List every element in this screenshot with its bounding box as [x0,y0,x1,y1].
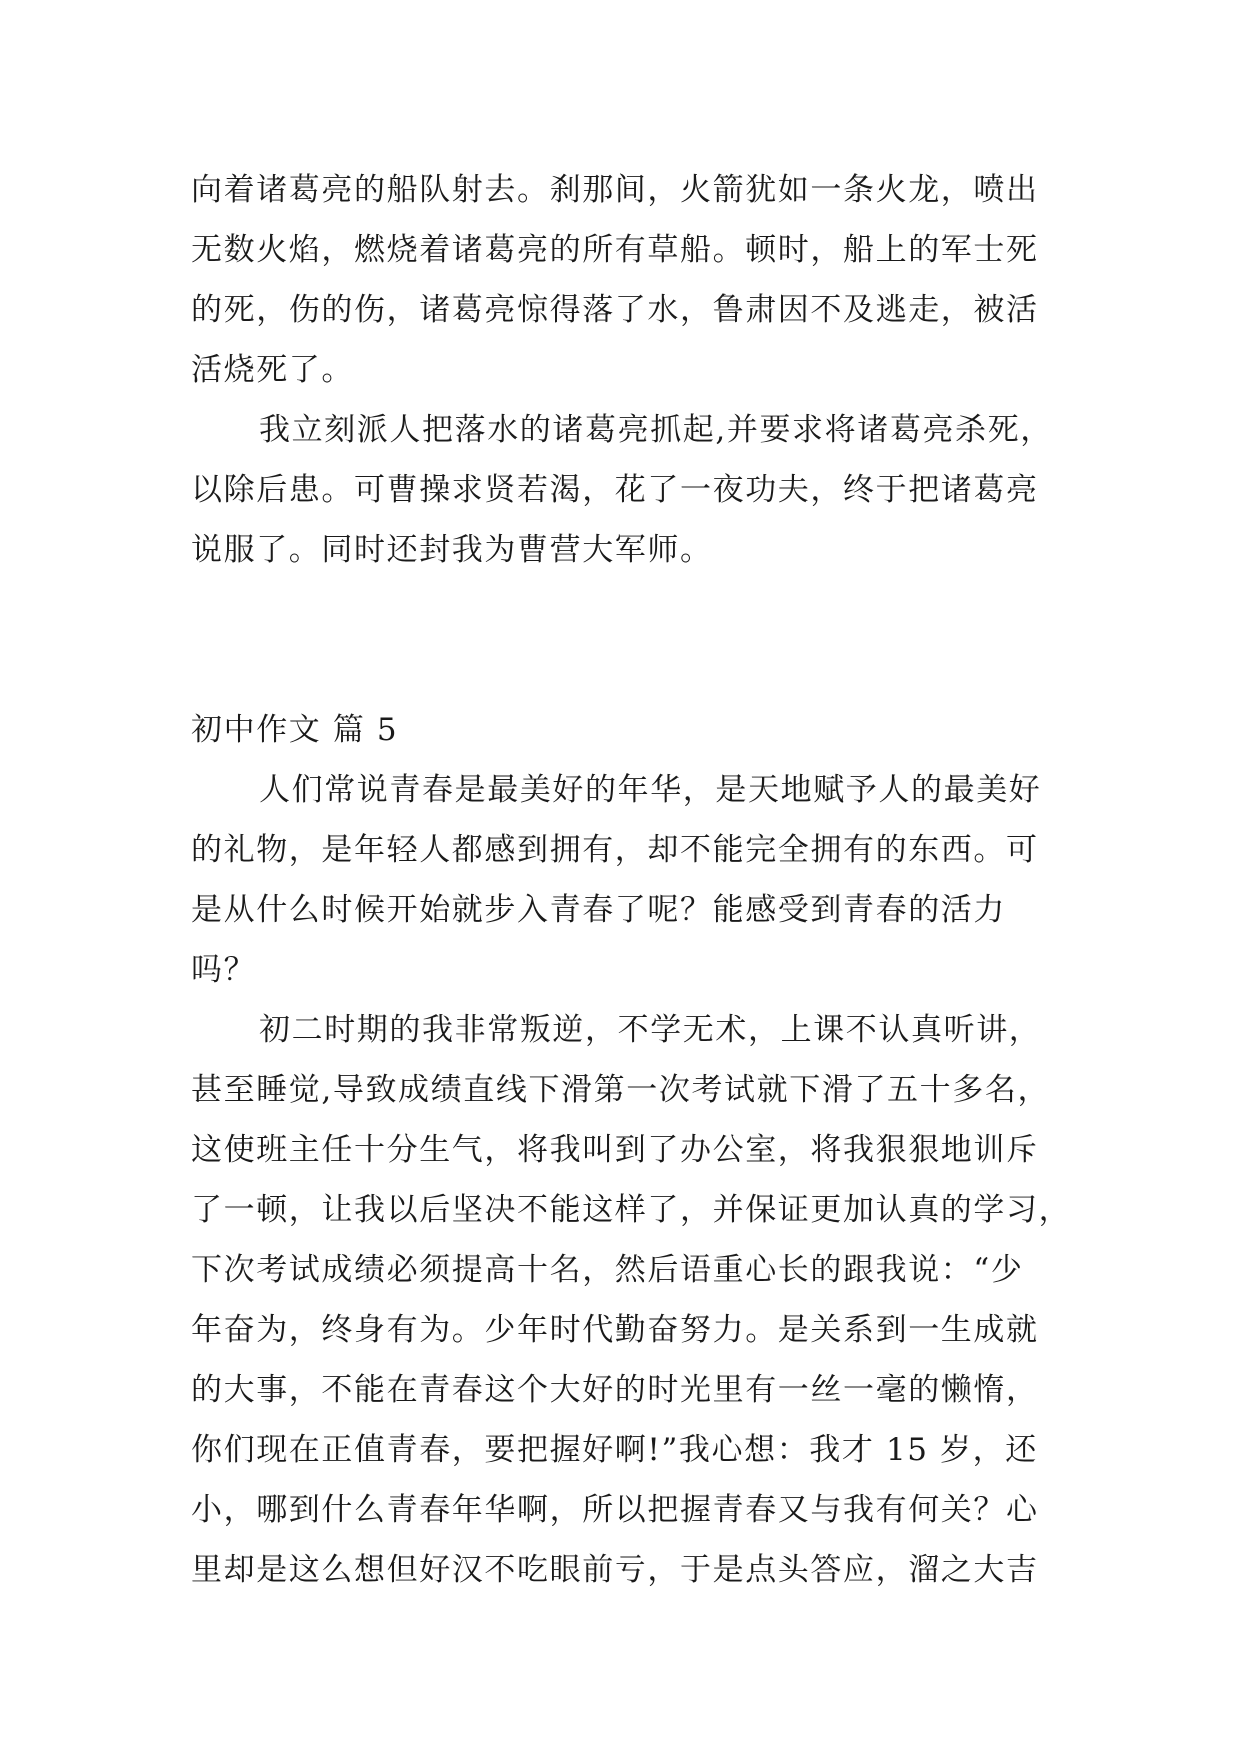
text-line: 的礼物，是年轻人都感到拥有，却不能完全拥有的东西。可 [191,832,1039,868]
paragraph [191,160,1051,400]
text-line: 吗？ [191,952,257,988]
text-line: 活烧死了。 [191,352,354,388]
text-line: 了一顿，让我以后坚决不能这样了，并保证更加认真的学习， [191,1192,1072,1228]
paragraph [191,760,1051,1000]
text-line: 人们常说青春是最美好的年华，是天地赋予人的最美好 [259,772,1042,808]
text-line: 以除后患。可曹操求贤若渴，花了一夜功夫，终于把诸葛亮 [191,472,1039,508]
text-line: 里却是这么想但好汉不吃眼前亏，于是点头答应，溜之大吉 [191,1552,1039,1588]
text-line: 是从什么时候开始就步入青春了呢？能感受到青春的活力 [191,892,1006,928]
text-line: 说服了。同时还封我为曹营大军师。 [191,532,713,568]
text-line: 甚至睡觉,导致成绩直线下滑第一次考试就下滑了五十多名， [191,1072,1051,1108]
text-line: 这使班主任十分生气，将我叫到了办公室，将我狠狠地训斥 [191,1132,1039,1168]
text-line: 的死，伤的伤，诸葛亮惊得落了水，鲁肃因不及逃走，被活 [191,292,1039,328]
text-line: 我立刻派人把落水的诸葛亮抓起,并要求将诸葛亮杀死， [259,412,1053,448]
section-spacer [191,580,1051,700]
text-line: 下次考试成绩必须提高十名，然后语重心长的跟我说：“少 [191,1252,1024,1288]
section-heading: 初中作文 篇 5 [191,712,399,748]
text-line: 你们现在正值青春，要把握好啊!”我心想：我才 15 岁，还 [191,1432,1038,1468]
text-line: 初二时期的我非常叛逆，不学无术，上课不认真听讲， [259,1012,1042,1048]
text-line: 的大事，不能在青春这个大好的时光里有一丝一毫的懒惰， [191,1372,1039,1408]
text-line: 年奋为，终身有为。少年时代勤奋努力。是关系到一生成就 [191,1312,1039,1348]
text-line: 无数火焰，燃烧着诸葛亮的所有草船。顿时，船上的军士死 [191,232,1039,268]
paragraph [191,1000,1072,1600]
document-body [191,160,1072,1600]
text-line: 小，哪到什么青春年华啊，所以把握青春又与我有何关？心 [191,1492,1039,1528]
text-line: 向着诸葛亮的船队射去。刹那间，火箭犹如一条火龙，喷出 [191,172,1039,208]
paragraph [191,400,1051,580]
